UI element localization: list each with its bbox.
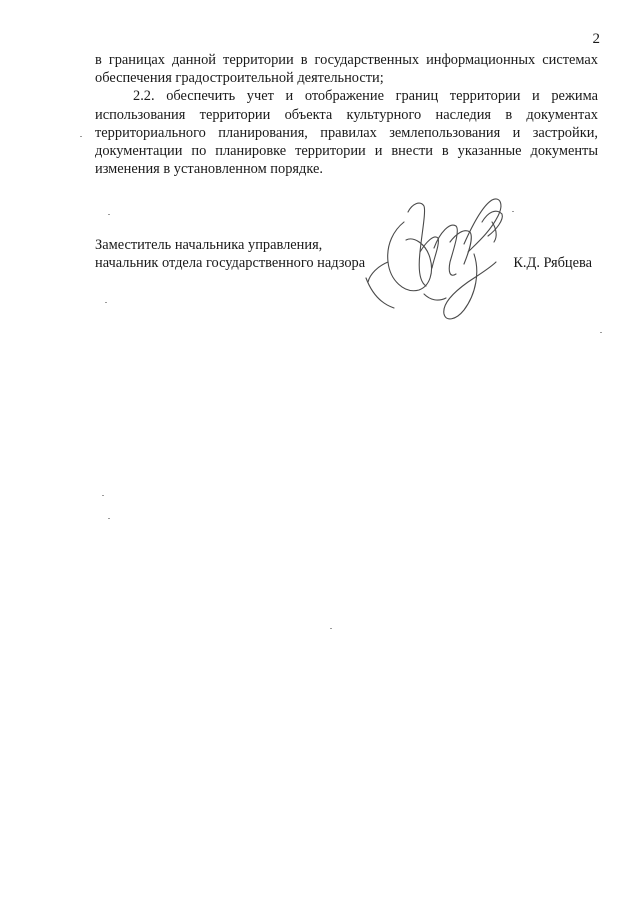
scan-speck <box>512 211 514 212</box>
scan-speck <box>330 628 332 629</box>
text-line: изменения в установленном порядке. <box>95 161 323 178</box>
scan-speck <box>102 495 104 496</box>
scan-speck <box>80 136 82 137</box>
signatory-name: К.Д. Рябцева <box>513 255 592 271</box>
signatory-title-line-1: Заместитель начальника управления, <box>95 237 323 253</box>
text-line: 2.2. обеспечить учет и отображение границ территории и режима <box>133 88 598 105</box>
handwritten-signature <box>364 182 524 327</box>
scan-speck <box>600 332 602 333</box>
body-text <box>95 51 598 178</box>
paragraph-item-2-2 <box>95 87 598 178</box>
scan-speck <box>108 214 110 215</box>
text-line: использования территории объекта культурного наследия в документах <box>95 106 598 123</box>
paragraph-continuation <box>95 51 598 87</box>
text-line: территориального планирования, правилах землепользования и застройки, <box>95 124 598 141</box>
text-line: в границах данной территории в государственных информационных системах <box>95 52 598 68</box>
scan-speck <box>105 302 107 303</box>
scan-speck <box>108 518 110 519</box>
text-line: документации по планировке территории и внести в указанные документы <box>95 143 598 160</box>
signature-strokes <box>366 199 502 319</box>
signatory-title-line-2: начальник отдела государственного надзора <box>95 255 366 271</box>
text-line: обеспечения градостроительной деятельности; <box>95 70 384 87</box>
page-number: 2 <box>592 31 600 47</box>
